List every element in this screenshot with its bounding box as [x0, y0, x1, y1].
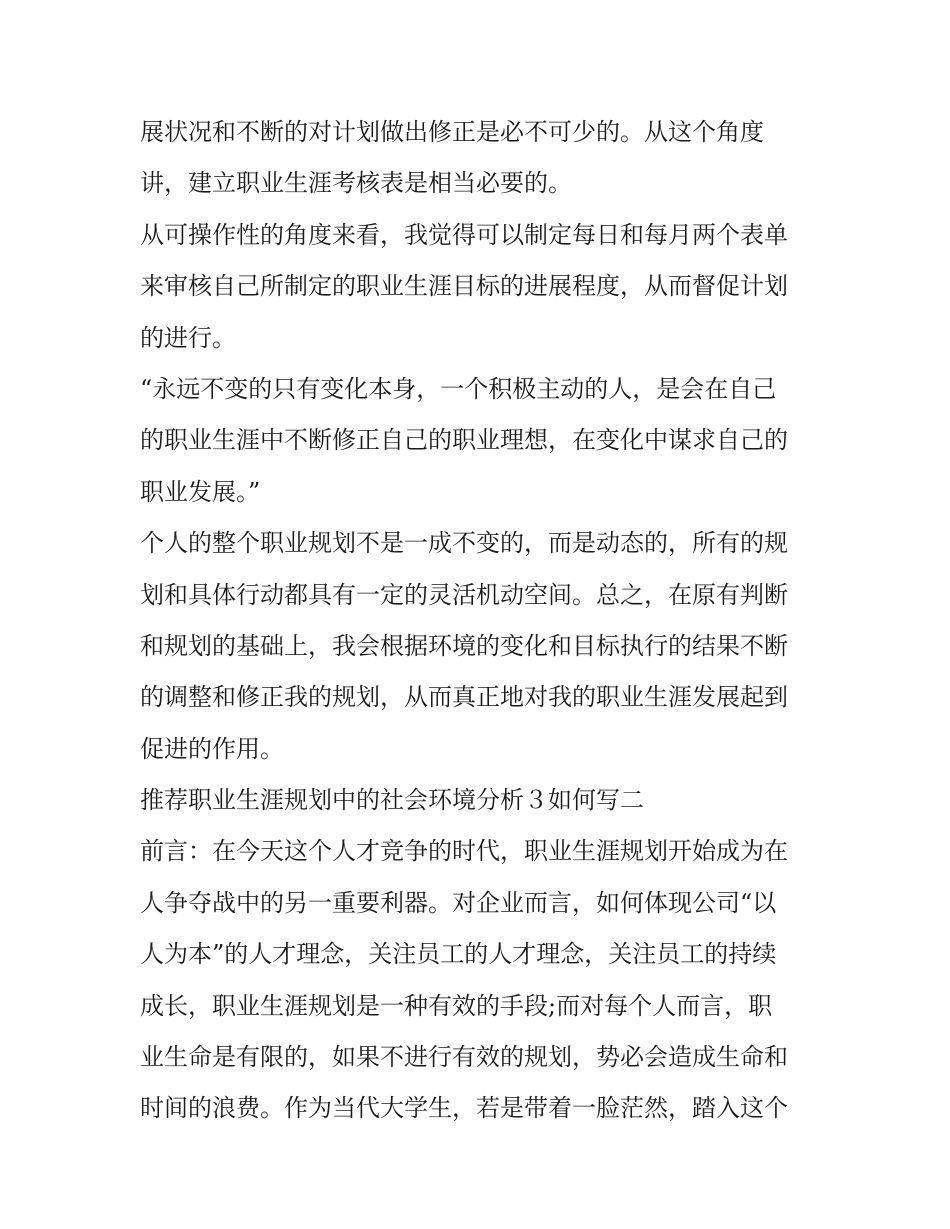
text-line: “永远不变的只有变化本身，一个积极主动的人，是会在自己 — [140, 374, 777, 403]
text-line: 人争夺战中的另一重要利器。对企业而言，如何体现公司“以 — [140, 888, 777, 917]
text-line: 职业发展。” — [140, 477, 261, 506]
text-line: 个人的整个职业规划不是一成不变的，而是动态的，所有的规 — [140, 529, 788, 558]
text-line: 和规划的基础上，我会根据环境的变化和目标执行的结果不断 — [140, 631, 788, 660]
section-heading: 推荐职业生涯规划中的社会环境分析３如何写二 — [140, 786, 644, 815]
text-line: 划和具体行动都具有一定的灵活机动空间。总之，在原有判断 — [140, 580, 788, 609]
text-line: 前言：在今天这个人才竞争的时代，职业生涯规划开始成为在 — [140, 837, 788, 866]
text-line: 来审核自己所制定的职业生涯目标的进展程度，从而督促计划 — [140, 272, 788, 301]
text-line: 人为本”的人才理念，关注员工的人才理念，关注员工的持续 — [140, 940, 777, 969]
text-line: 的调整和修正我的规划，从而真正地对我的职业生涯发展起到 — [140, 683, 788, 712]
document-body — [140, 107, 820, 1135]
text-line: 成长，职业生涯规划是一种有效的手段;而对每个人而言，职 — [140, 991, 773, 1020]
text-line: 讲，建立职业生涯考核表是相当必要的。 — [140, 169, 572, 198]
text-line: 促进的作用。 — [140, 734, 284, 763]
text-line: 的职业生涯中不断修正自己的职业理想，在变化中谋求自己的 — [140, 426, 788, 455]
text-line: 业生命是有限的，如果不进行有效的规划，势必会造成生命和 — [140, 1043, 788, 1072]
text-line: 时间的浪费。作为当代大学生，若是带着一脸茫然，踏入这个 — [140, 1094, 788, 1123]
text-line: 展状况和不断的对计划做出修正是必不可少的。从这个角度 — [140, 118, 764, 146]
text-line: 的进行。 — [140, 323, 236, 352]
text-line: 从可操作性的角度来看，我觉得可以制定每日和每月两个表单 — [140, 220, 788, 249]
